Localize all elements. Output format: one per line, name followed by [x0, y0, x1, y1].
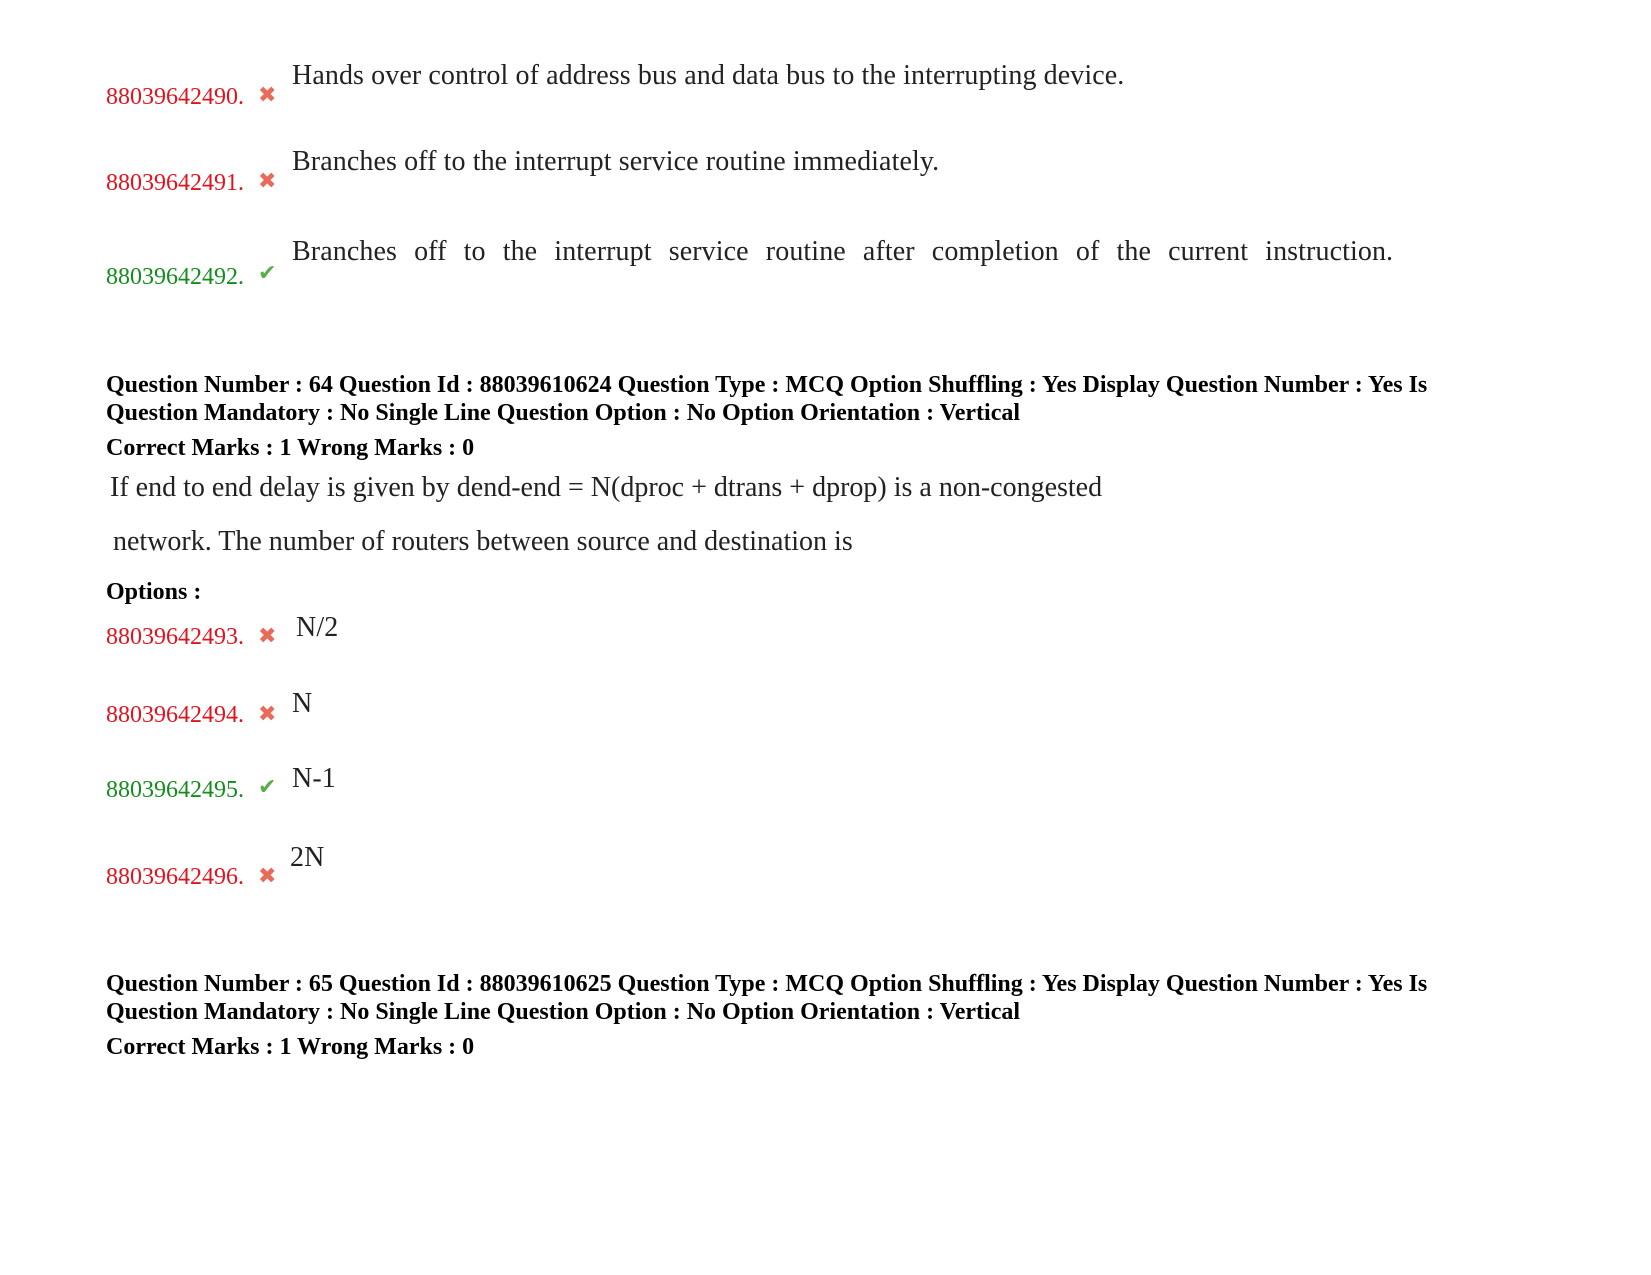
option-id: 88039642496.: [106, 864, 244, 890]
question-marks: Correct Marks : 1 Wrong Marks : 0: [106, 435, 475, 461]
question-text: If end to end delay is given by dend-end = N(dproc + dtrans + dprop) is a non-congested: [110, 472, 1103, 503]
option-id: 88039642490.: [106, 84, 244, 110]
question-meta: Question Number : 65 Question Id : 88039610625 Question Type : MCQ Option Shuffling : Yes Display Question Number : Yes Is: [106, 971, 1428, 997]
option-text: 2N: [290, 842, 325, 873]
option-text: N-1: [292, 763, 336, 794]
cross-icon: ✖: [258, 863, 277, 888]
check-icon: ✔: [258, 774, 277, 799]
check-icon: ✔: [258, 260, 277, 285]
option-text: Hands over control of address bus and data bus to the interrupting device.: [292, 60, 1125, 91]
cross-icon: ✖: [258, 168, 277, 193]
question-meta: Question Mandatory : No Single Line Question Option : No Option Orientation : Vertical: [106, 400, 1021, 426]
option-row: [106, 612, 1566, 662]
cross-icon: ✖: [258, 82, 277, 107]
option-row: [106, 688, 1566, 740]
option-row: [106, 842, 1566, 902]
question-text: network. The number of routers between source and destination is: [113, 526, 853, 557]
option-id: 88039642493.: [106, 624, 244, 650]
option-row: [106, 763, 1566, 815]
option-id: 88039642492.: [106, 264, 244, 290]
option-text: N: [292, 688, 313, 719]
option-row: [106, 146, 1566, 196]
options-label: Options :: [106, 579, 202, 605]
option-text: N/2: [296, 612, 339, 643]
option-id: 88039642495.: [106, 777, 244, 803]
question-meta: Question Number : 64 Question Id : 88039610624 Question Type : MCQ Option Shuffling : Yes Display Question Number : Yes Is: [106, 372, 1428, 398]
option-row: [106, 236, 1566, 290]
cross-icon: ✖: [258, 701, 277, 726]
option-id: 88039642491.: [106, 170, 244, 196]
question-marks: Correct Marks : 1 Wrong Marks : 0: [106, 1034, 475, 1060]
option-text: Branches off to the interrupt service routine after completion of the current instruction.: [292, 236, 1394, 267]
option-row: [106, 60, 1566, 110]
question-meta: Question Mandatory : No Single Line Question Option : No Option Orientation : Vertical: [106, 999, 1021, 1025]
option-text: Branches off to the interrupt service routine immediately.: [292, 146, 940, 177]
option-id: 88039642494.: [106, 702, 244, 728]
cross-icon: ✖: [258, 623, 277, 648]
